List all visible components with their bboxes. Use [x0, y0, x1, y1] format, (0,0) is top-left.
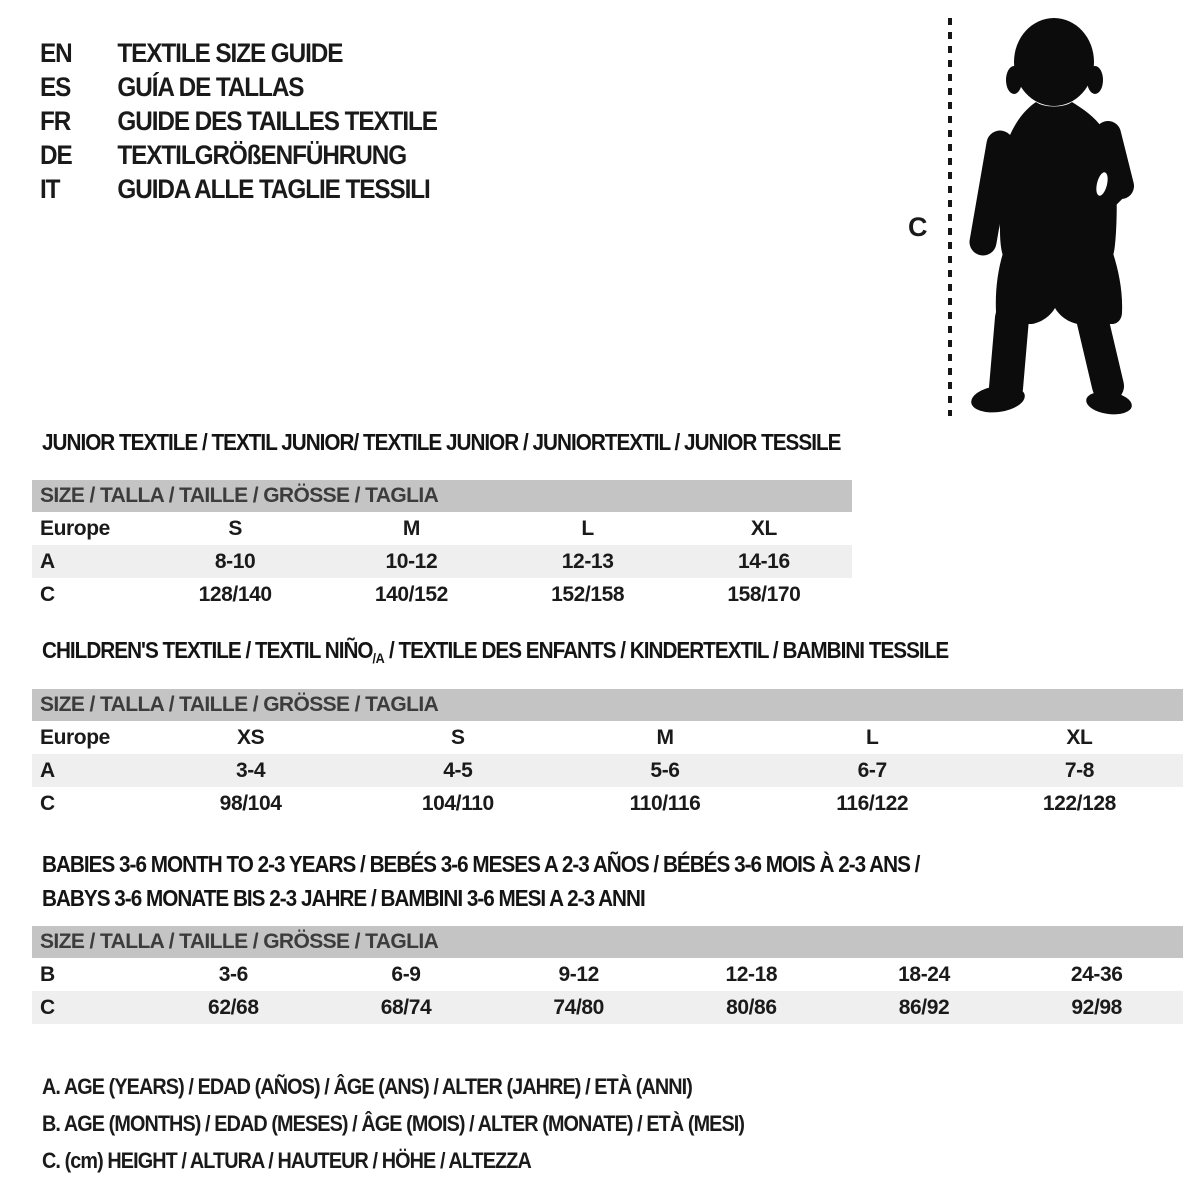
babies-size-table: [32, 926, 1183, 1024]
language-code: IT: [40, 173, 60, 204]
table-cell: 74/80: [553, 995, 604, 1019]
children-table-body: [32, 721, 1183, 820]
language-code: EN: [40, 37, 72, 68]
babies-heading-line2: BABYS 3-6 MONATE BIS 2-3 JAHRE / BAMBINI 3-6 MESI A 2-3 ANNI: [42, 885, 645, 911]
children-heading-pre: CHILDREN'S TEXTILE / TEXTIL NIÑO: [42, 637, 373, 663]
table-cell: L: [865, 725, 879, 749]
toddler-silhouette-icon: [966, 16, 1136, 420]
table-cell: 8-10: [214, 549, 256, 573]
height-measure-dashed-line: [948, 18, 952, 416]
row-label: Europe: [40, 516, 110, 540]
table-row: [32, 578, 852, 611]
language-row: [40, 104, 437, 138]
table-row: [32, 545, 852, 578]
size-table-header: SIZE / TALLA / TAILLE / GRÖSSE / TAGLIA: [32, 480, 852, 512]
measurement-legend: [42, 1068, 822, 1179]
row-label: C: [40, 582, 55, 606]
language-title: TEXTILE SIZE GUIDE: [117, 37, 343, 68]
size-table-header: SIZE / TALLA / TAILLE / GRÖSSE / TAGLIA: [32, 926, 1183, 958]
table-row: [32, 721, 1183, 754]
table-cell: 68/74: [380, 995, 432, 1019]
language-title: GUIDA ALLE TAGLIE TESSILI: [117, 173, 430, 204]
table-cell: S: [451, 725, 465, 749]
table-row: [32, 754, 1183, 787]
table-cell: XS: [236, 725, 265, 749]
junior-section-heading: JUNIOR TEXTILE / TEXTIL JUNIOR/ TEXTILE JUNIOR / JUNIORTEXTIL / JUNIOR TESSILE: [42, 429, 841, 455]
table-cell: 7-8: [1064, 758, 1094, 782]
language-title-block: [40, 36, 481, 206]
language-code: ES: [40, 71, 71, 102]
row-label: C: [40, 791, 55, 815]
table-cell: 4-5: [443, 758, 473, 782]
table-cell: 10-12: [385, 549, 438, 573]
table-cell: 5-6: [650, 758, 680, 782]
table-row: [32, 991, 1183, 1024]
measure-label-c: C: [908, 212, 928, 242]
legend-line-a: A. AGE (YEARS) / EDAD (AÑOS) / ÂGE (ANS) / ALTER (JAHRE) / ETÀ (ANNI): [42, 1073, 692, 1099]
size-table-header: SIZE / TALLA / TAILLE / GRÖSSE / TAGLIA: [32, 689, 1183, 721]
junior-size-table: [32, 480, 852, 611]
table-row: [32, 787, 1183, 820]
table-cell: 128/140: [198, 582, 272, 606]
table-cell: M: [402, 516, 420, 540]
table-cell: 14-16: [738, 549, 790, 573]
junior-table-body: [32, 512, 852, 611]
table-cell: XL: [750, 516, 777, 540]
table-cell: 158/170: [727, 582, 801, 606]
babies-section-heading: [42, 847, 919, 915]
table-cell: L: [581, 516, 594, 540]
table-cell: M: [656, 725, 674, 749]
language-row: [40, 70, 437, 104]
table-cell: 116/122: [836, 791, 909, 815]
row-label: B: [40, 962, 55, 986]
table-cell: 3-4: [236, 758, 266, 782]
table-cell: 86/92: [898, 995, 950, 1019]
table-cell: 9-12: [558, 962, 599, 986]
table-cell: 152/158: [551, 582, 625, 606]
table-cell: S: [228, 516, 242, 540]
language-row: [40, 138, 437, 172]
row-label: A: [40, 758, 55, 782]
table-cell: 110/116: [629, 791, 701, 815]
legend-line-c: C. (cm) HEIGHT / ALTURA / HAUTEUR / HÖHE / ALTEZZA: [42, 1147, 531, 1173]
table-row: [32, 958, 1183, 991]
table-cell: 104/110: [421, 791, 494, 815]
table-cell: 122/128: [1042, 791, 1116, 815]
children-section-heading: [42, 637, 948, 664]
table-cell: 18-24: [898, 962, 950, 986]
table-cell: 6-7: [857, 758, 887, 782]
table-row: [32, 512, 852, 545]
babies-table-body: [32, 958, 1183, 1024]
table-cell: 3-6: [218, 962, 248, 986]
language-code: FR: [40, 105, 71, 136]
children-heading-sub: /A: [372, 650, 385, 666]
language-row: [40, 172, 437, 206]
legend-line-b: B. AGE (MONTHS) / EDAD (MESES) / ÂGE (MOIS) / ALTER (MONATE) / ETÀ (MESI): [42, 1110, 745, 1136]
table-cell: 6-9: [391, 962, 421, 986]
table-cell: 24-36: [1070, 962, 1123, 986]
table-cell: 98/104: [219, 791, 282, 815]
language-code: DE: [40, 139, 72, 170]
table-cell: 12-18: [725, 962, 778, 986]
language-title: GUÍA DE TALLAS: [117, 71, 304, 102]
babies-heading-line1: BABIES 3-6 MONTH TO 2-3 YEARS / BEBÉS 3-6 MESES A 2-3 AÑOS / BÉBÉS 3-6 MOIS À 2-3 ANS /: [42, 851, 920, 877]
row-label: A: [40, 549, 55, 573]
children-heading-post: / TEXTILE DES ENFANTS / KINDERTEXTIL / BAMBINI TESSILE: [384, 637, 949, 663]
children-size-table: [32, 689, 1183, 820]
table-cell: 80/86: [726, 995, 777, 1019]
table-cell: 12-13: [561, 549, 614, 573]
table-cell: 140/152: [374, 582, 448, 606]
language-row: [40, 36, 437, 70]
row-label: C: [40, 995, 55, 1019]
table-cell: 62/68: [208, 995, 259, 1019]
table-cell: XL: [1066, 725, 1093, 749]
language-title: GUIDE DES TAILLES TEXTILE: [117, 105, 437, 136]
row-label: Europe: [40, 725, 110, 749]
table-cell: 92/98: [1071, 995, 1122, 1019]
language-title: TEXTILGRÖßENFÜHRUNG: [117, 139, 407, 170]
